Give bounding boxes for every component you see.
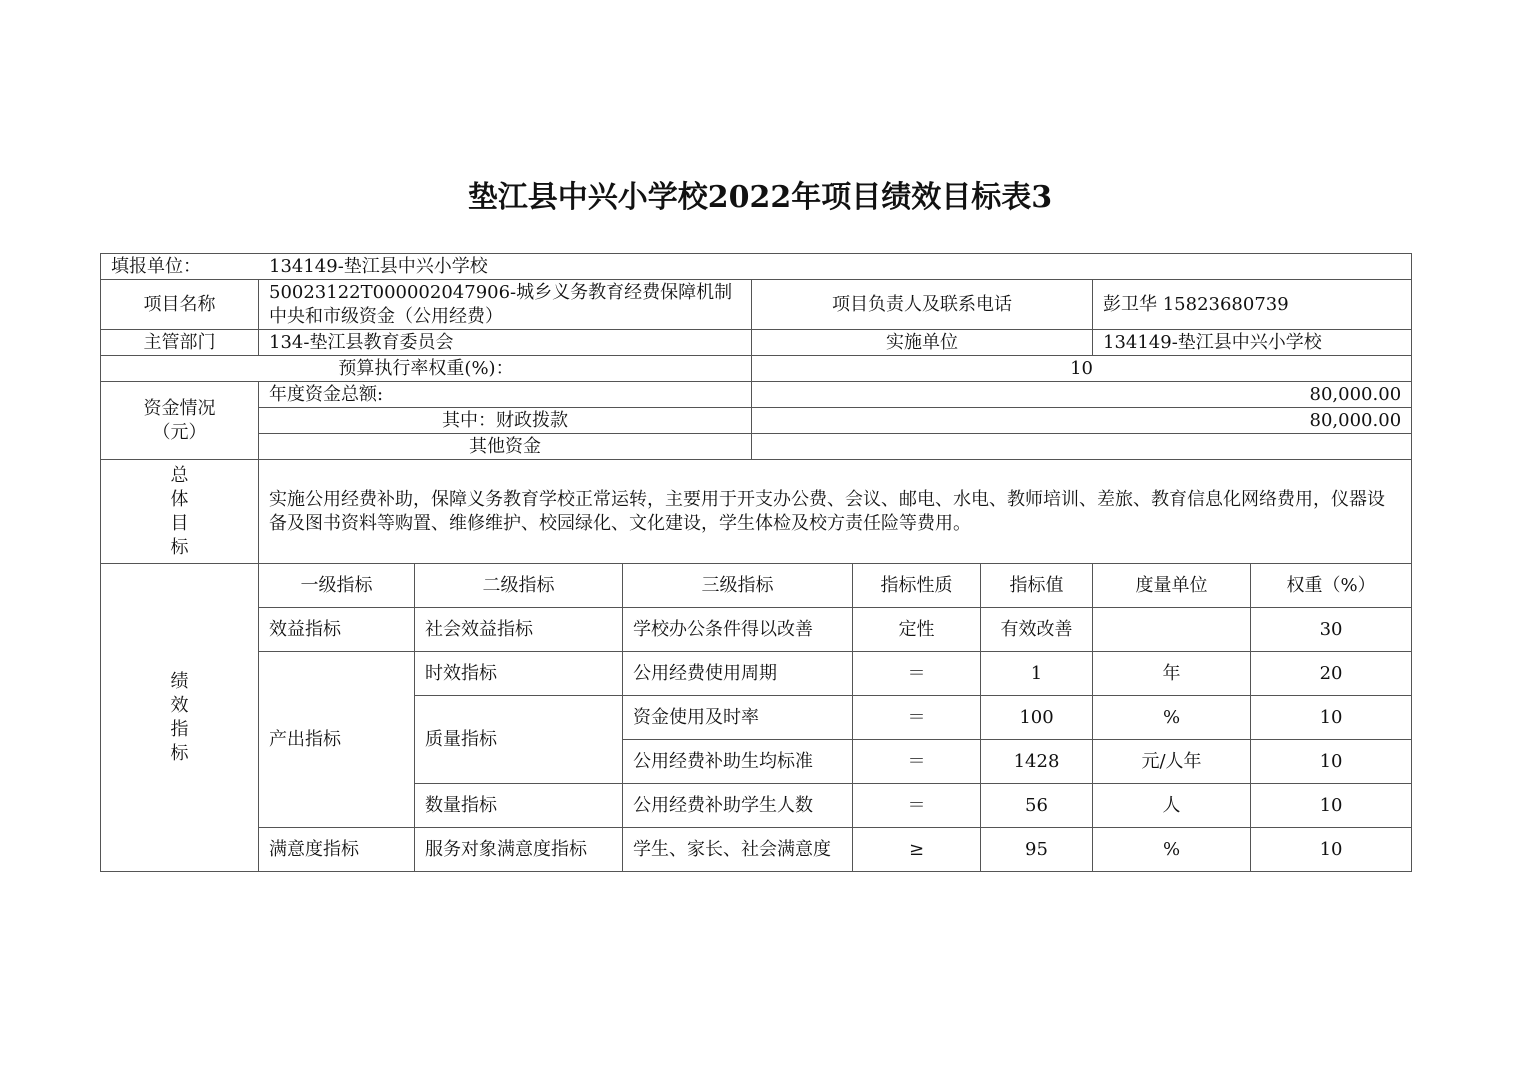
goal-label-char: 总 <box>170 464 189 486</box>
indicator-label <box>101 564 259 872</box>
dept-value: 134-垫江县教育委员会 <box>259 330 752 356</box>
weight-cell: 20 <box>1251 652 1412 696</box>
funds-total-value: 80,000.00 <box>752 382 1412 408</box>
level3-cell: 学生、家长、社会满意度 <box>623 828 853 872</box>
dept-label: 主管部门 <box>101 330 259 356</box>
goal-label <box>101 460 259 564</box>
contact-label: 项目负责人及联系电话 <box>752 280 1093 330</box>
column-header: 指标性质 <box>853 564 981 608</box>
value-cell: 1 <box>981 652 1093 696</box>
value-cell: 95 <box>981 828 1093 872</box>
performance-target-table <box>100 253 1412 872</box>
weight-cell: 10 <box>1251 740 1412 784</box>
table-row <box>101 608 1412 652</box>
column-header: 指标值 <box>981 564 1093 608</box>
funds-fiscal-row <box>101 408 1412 434</box>
weight-cell: 10 <box>1251 828 1412 872</box>
indicator-label-char: 绩 <box>170 670 189 692</box>
level2-cell: 服务对象满意度指标 <box>415 828 623 872</box>
level2-cell: 时效指标 <box>415 652 623 696</box>
project-name-row <box>101 280 1412 330</box>
weight-cell: 10 <box>1251 696 1412 740</box>
indicator-label-char: 效 <box>170 694 189 716</box>
value-cell: 1428 <box>981 740 1093 784</box>
column-header: 一级指标 <box>259 564 415 608</box>
funds-other-value <box>752 434 1412 460</box>
level2-cell: 质量指标 <box>415 696 623 784</box>
unit-cell: % <box>1093 828 1251 872</box>
goal-text: 实施公用经费补助，保障义务教育学校正常运转，主要用于开支办公费、会议、邮电、水电、教师培训、差旅、教育信息化网络费用，仪器设备及图书资料等购置、维修维护、校园绿化、文化建设，学生体检及校方责任险等费用。 <box>259 460 1412 564</box>
level1-cell: 满意度指标 <box>259 828 415 872</box>
indicator-header-row <box>101 564 1412 608</box>
funds-total-row <box>101 382 1412 408</box>
unit-cell: 年 <box>1093 652 1251 696</box>
budget-rate-row <box>101 356 1412 382</box>
level3-cell: 公用经费补助生均标准 <box>623 740 853 784</box>
goal-label-char: 体 <box>170 488 189 510</box>
column-header: 度量单位 <box>1093 564 1251 608</box>
unit-cell: 人 <box>1093 784 1251 828</box>
nature-cell: ＝ <box>853 652 981 696</box>
funds-total-label: 年度资金总额: <box>259 382 752 408</box>
indicator-label-char: 标 <box>170 742 189 764</box>
level3-cell: 公用经费使用周期 <box>623 652 853 696</box>
fill-unit-cell <box>101 254 1412 280</box>
project-name-value: 50023122T000002047906-城乡义务教育经费保障机制中央和市级资金（公用经费） <box>259 280 752 330</box>
funds-fiscal-value: 80,000.00 <box>752 408 1412 434</box>
nature-cell: ≥ <box>853 828 981 872</box>
weight-cell: 30 <box>1251 608 1412 652</box>
nature-cell: ＝ <box>853 696 981 740</box>
impl-value: 134149-垫江县中兴小学校 <box>1093 330 1412 356</box>
weight-cell: 10 <box>1251 784 1412 828</box>
goal-label-char: 标 <box>170 536 189 558</box>
table-row <box>101 652 1412 696</box>
budget-rate-label: 预算执行率权重(%)： <box>101 356 752 382</box>
unit-cell <box>1093 608 1251 652</box>
fill-unit-value: 134149-垫江县中兴小学校 <box>269 255 488 277</box>
unit-cell: 元/人年 <box>1093 740 1251 784</box>
value-cell: 有效改善 <box>981 608 1093 652</box>
level3-cell: 学校办公条件得以改善 <box>623 608 853 652</box>
project-name-label: 项目名称 <box>101 280 259 330</box>
contact-value: 彭卫华 15823680739 <box>1093 280 1412 330</box>
level3-cell: 公用经费补助学生人数 <box>623 784 853 828</box>
dept-row <box>101 330 1412 356</box>
column-header: 二级指标 <box>415 564 623 608</box>
level1-cell: 效益指标 <box>259 608 415 652</box>
table-row <box>101 828 1412 872</box>
level1-cell: 产出指标 <box>259 652 415 828</box>
page-title: 垫江县中兴小学校2022年项目绩效目标表3 <box>467 180 1053 215</box>
indicator-label-char: 指 <box>170 718 189 740</box>
goal-label-char: 目 <box>170 512 189 534</box>
funds-other-label: 其他资金 <box>259 434 752 460</box>
column-header: 三级指标 <box>623 564 853 608</box>
nature-cell: 定性 <box>853 608 981 652</box>
column-header: 权重（%） <box>1251 564 1412 608</box>
level2-cell: 数量指标 <box>415 784 623 828</box>
value-cell: 100 <box>981 696 1093 740</box>
fill-unit-label: 填报单位： <box>111 255 201 277</box>
value-cell: 56 <box>981 784 1093 828</box>
level2-cell: 社会效益指标 <box>415 608 623 652</box>
goal-row <box>101 460 1412 564</box>
fill-unit-row <box>101 254 1412 280</box>
unit-cell: % <box>1093 696 1251 740</box>
funds-fiscal-label: 其中：财政拨款 <box>259 408 752 434</box>
funds-label-line1: 资金情况 <box>143 397 216 419</box>
funds-label <box>101 382 259 460</box>
level3-cell: 资金使用及时率 <box>623 696 853 740</box>
nature-cell: ＝ <box>853 784 981 828</box>
nature-cell: ＝ <box>853 740 981 784</box>
funds-other-row <box>101 434 1412 460</box>
impl-label: 实施单位 <box>752 330 1093 356</box>
budget-rate-value: 10 <box>752 356 1412 382</box>
funds-label-line2: （元） <box>152 421 207 443</box>
